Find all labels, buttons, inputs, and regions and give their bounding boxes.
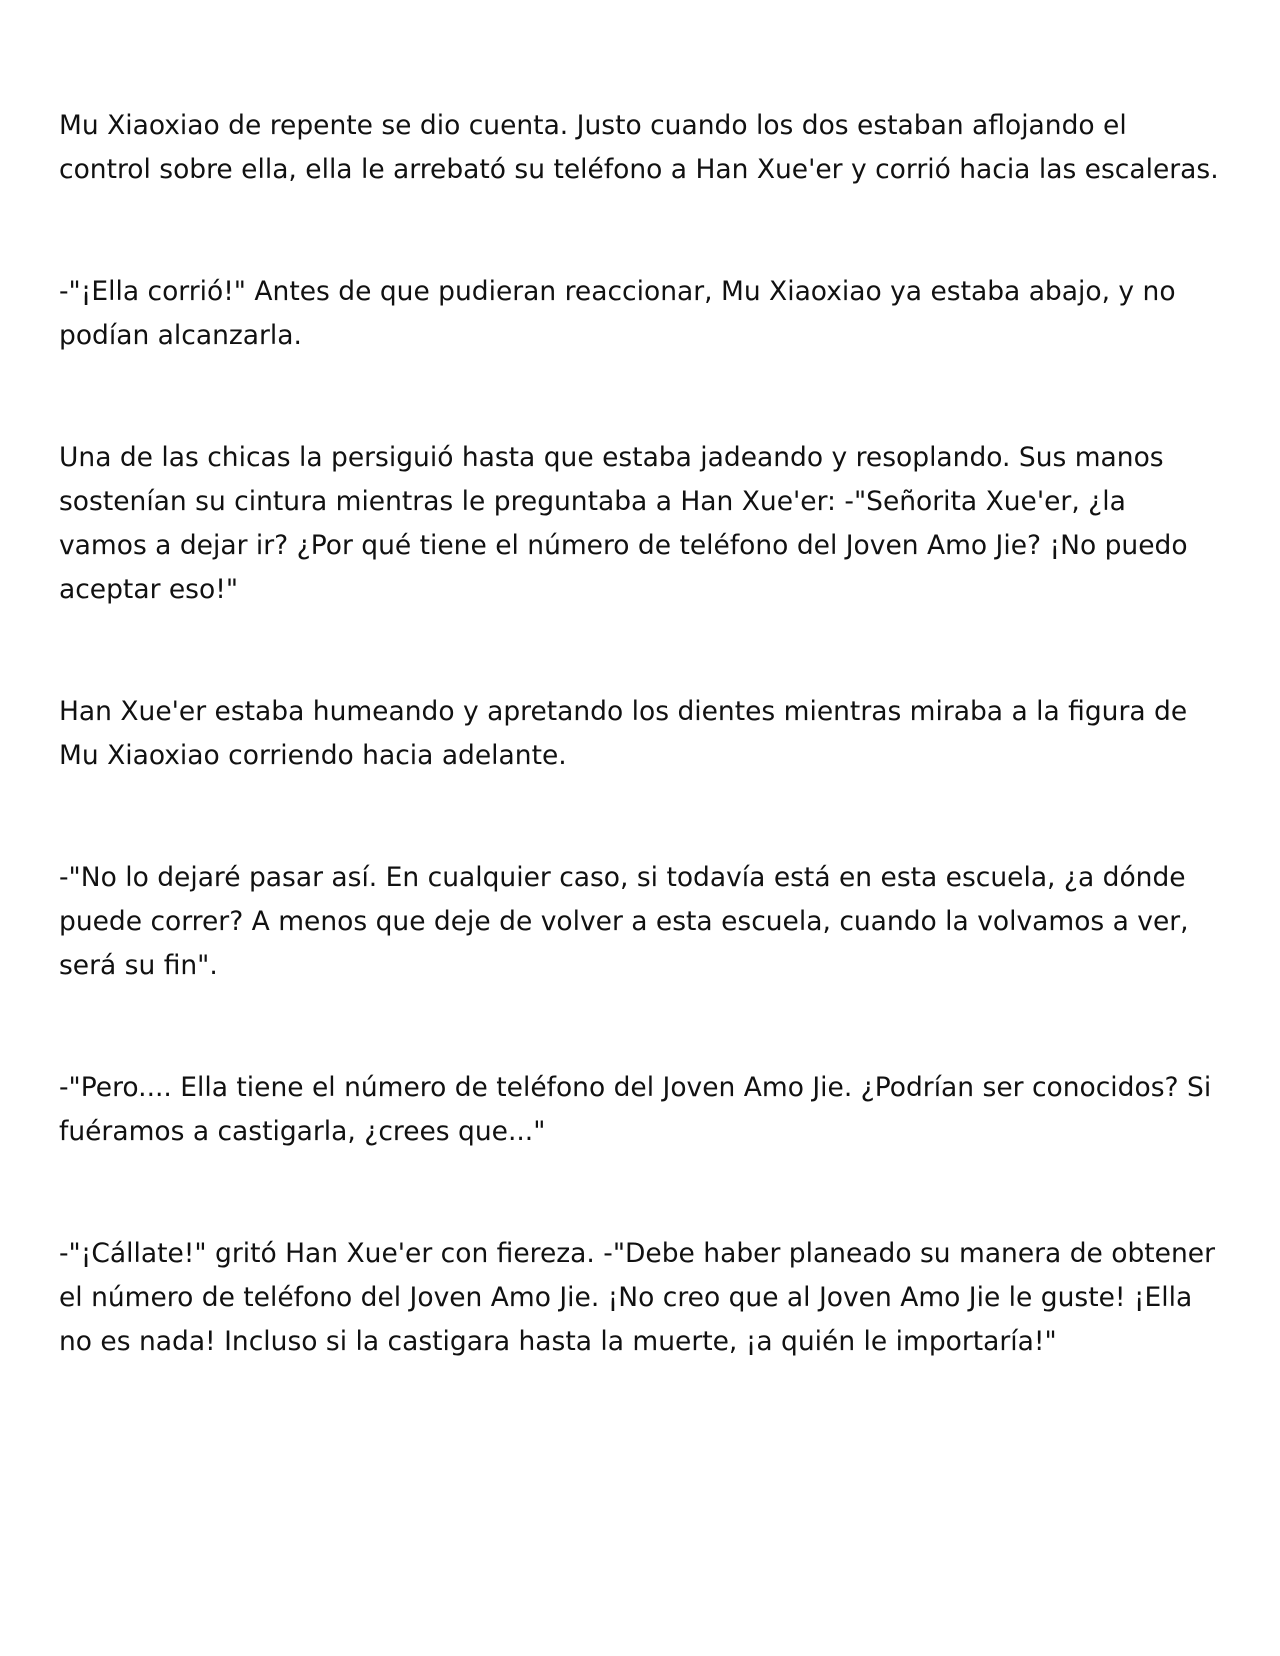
- paragraph-7: -"¡Cállate!" gritó Han Xue'er con fiereza. -"Debe haber planeado su manera de obtener el número de teléfono del Joven Amo Jie. ¡No creo que al Joven Amo Jie le guste! ¡Ella no es nada! Incluso si la castigara hasta la muerte, ¡a quién le importaría!": [59, 1238, 1215, 1357]
- paragraph-4: Han Xue'er estaba humeando y apretando los dientes mientras miraba a la figura de Mu Xiaoxiao corriendo hacia adelante.: [59, 696, 1188, 771]
- paragraph-2: -"¡Ella corrió!" Antes de que pudieran reaccionar, Mu Xiaoxiao ya estaba abajo, y no podían alcanzarla.: [59, 276, 1176, 351]
- paragraph-6: -"Pero.... Ella tiene el número de teléfono del Joven Amo Jie. ¿Podrían ser conocidos? Si fuéramos a castigarla, ¿crees que...": [59, 1072, 1212, 1147]
- paragraph-3: Una de las chicas la persiguió hasta que estaba jadeando y resoplando. Sus manos sostenían su cintura mientras le preguntaba a Han Xue'er: -"Señorita Xue'er, ¿la vamos a dejar ir? ¿Por qué tiene el número de teléfono del Joven Amo Jie? ¡No puedo aceptar eso!": [59, 442, 1188, 605]
- paragraph-5: -"No lo dejaré pasar así. En cualquier caso, si todavía está en esta escuela, ¿a dónde puede correr? A menos que deje de volver a esta escuela, cuando la volvamos a ver, será su fin".: [59, 862, 1189, 981]
- document-body: [59, 104, 1219, 1364]
- paragraph-1: Mu Xiaoxiao de repente se dio cuenta. Justo cuando los dos estaban aflojando el control sobre ella, ella le arrebató su teléfono a Han Xue'er y corrió hacia las escaleras.: [59, 110, 1219, 185]
